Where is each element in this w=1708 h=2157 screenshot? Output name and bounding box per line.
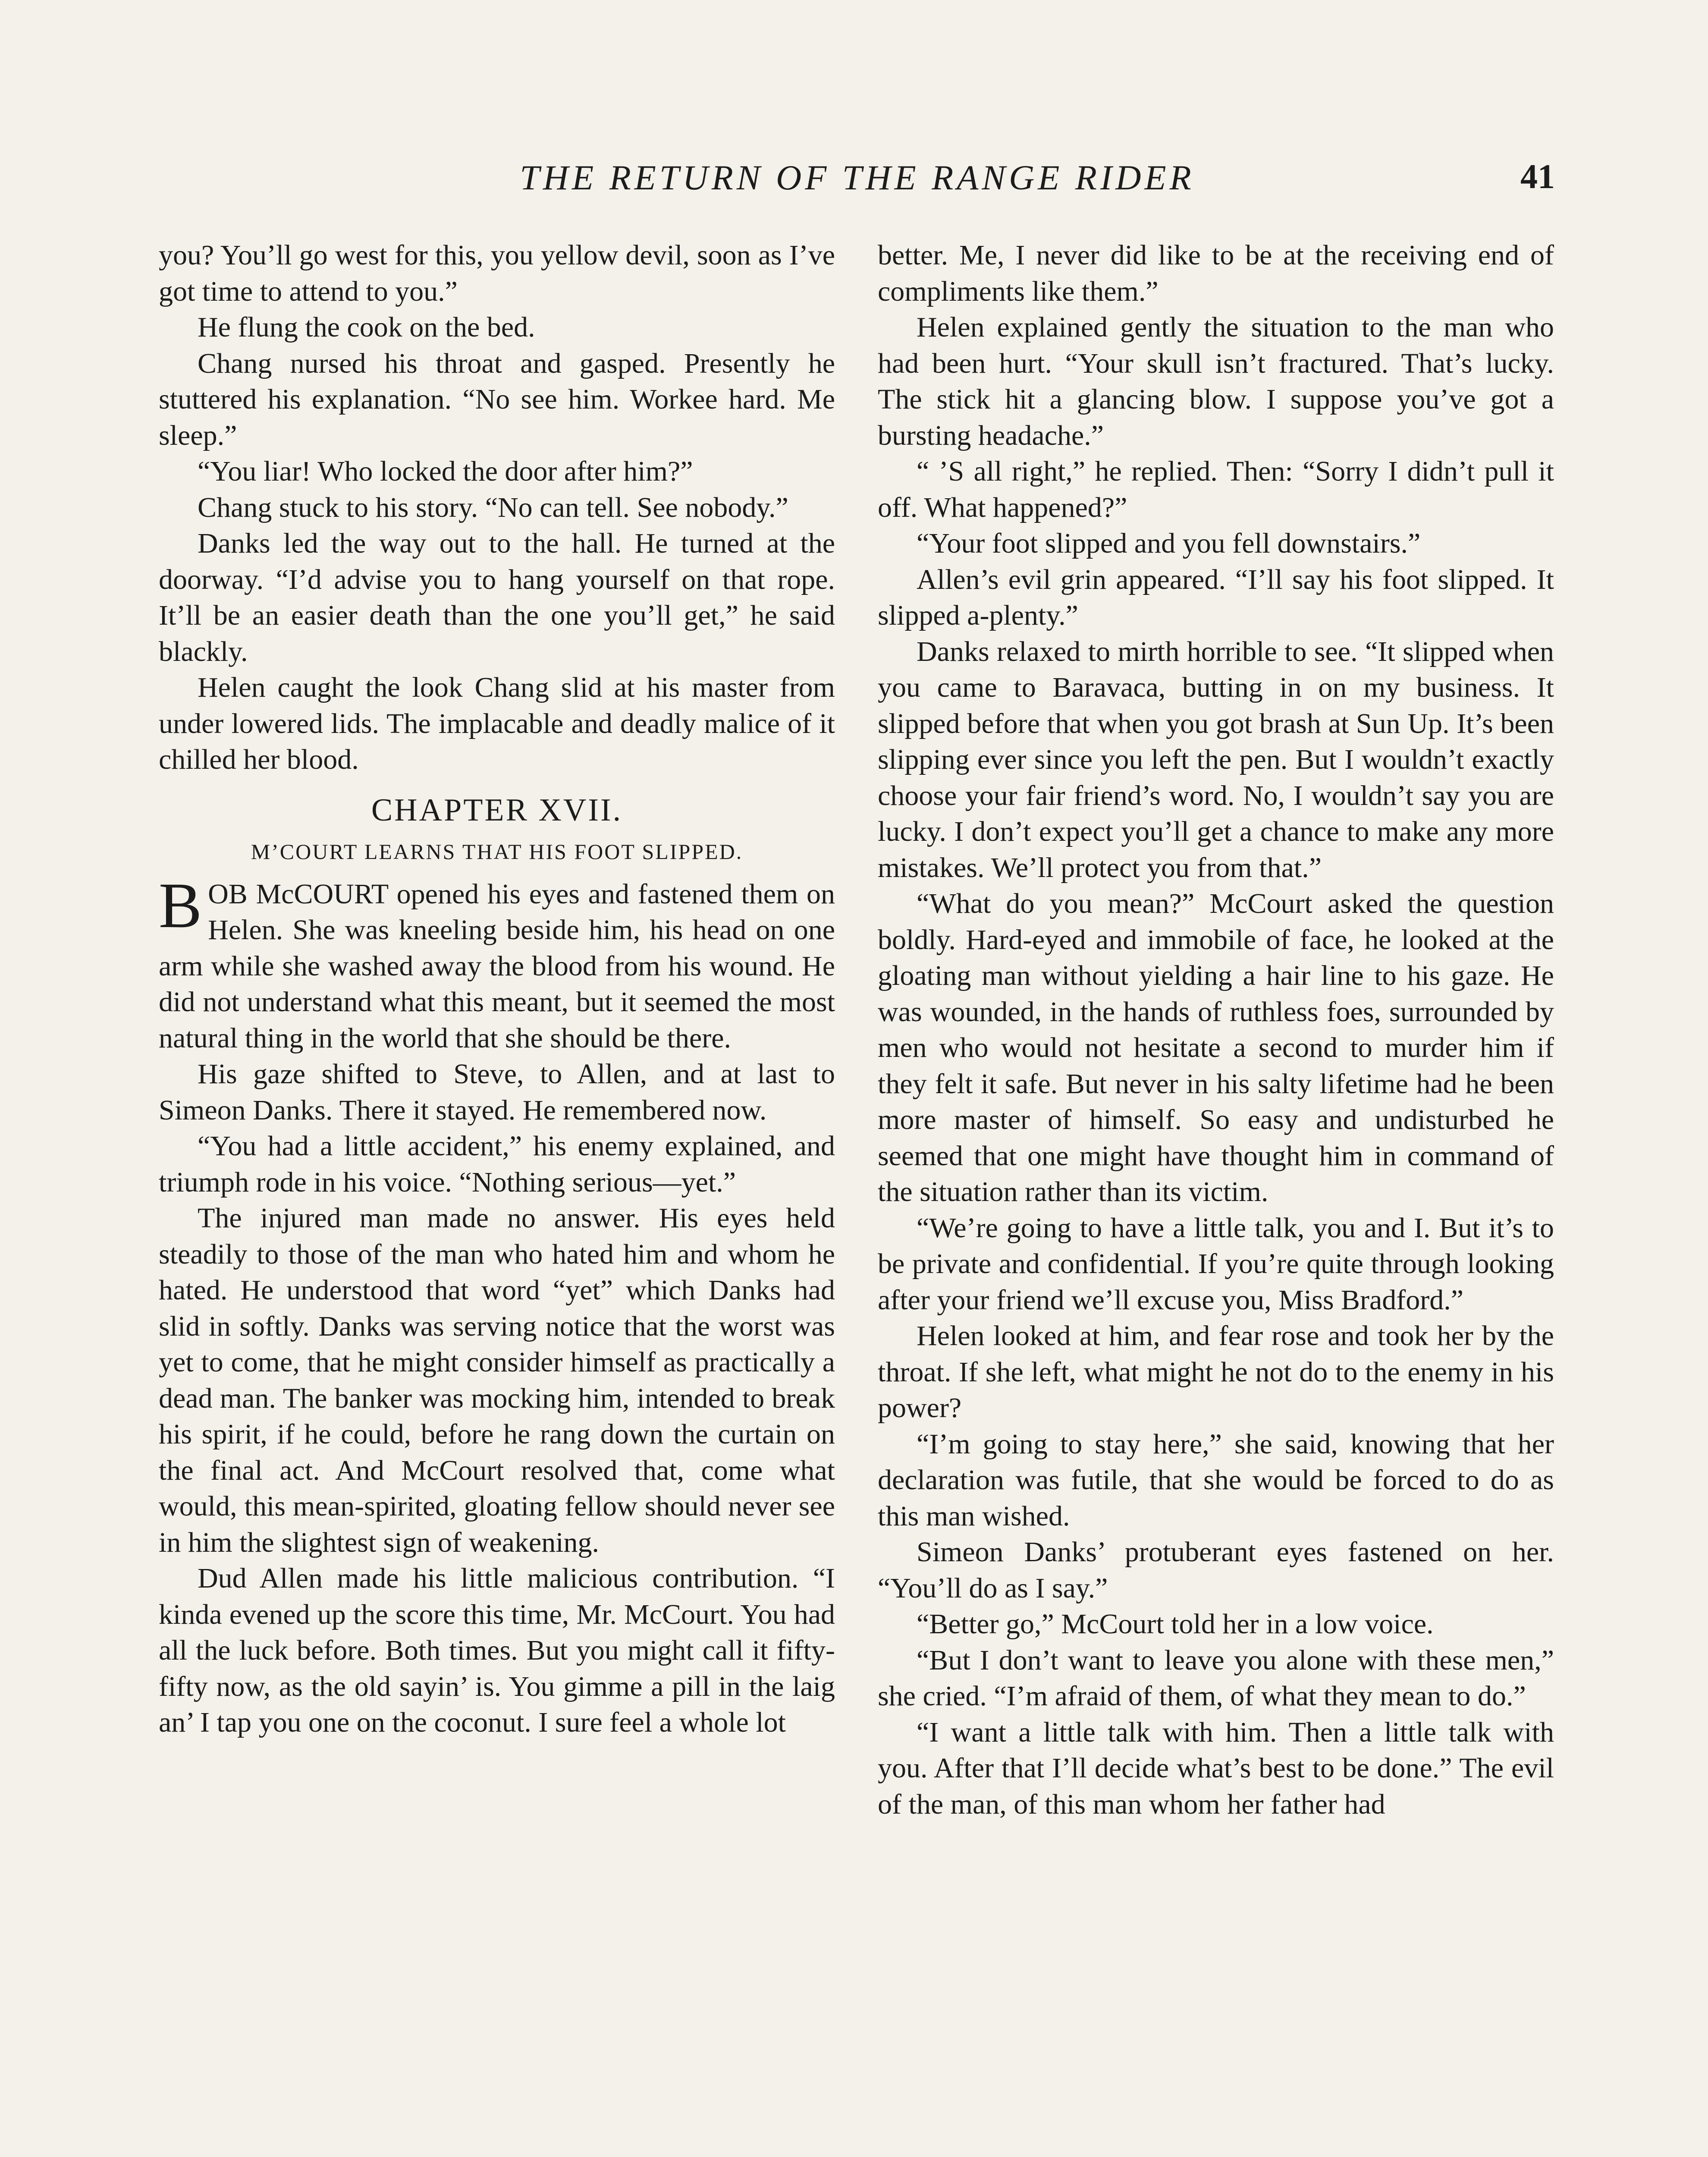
chapter-subtitle: M’COURT LEARNS THAT HIS FOOT SLIPPED. xyxy=(251,839,743,864)
paragraph: Danks relaxed to mirth horrible to see. “It slipped when you came to Baravaca, butting in on my business. It slipped before that when you got brash at Sun Up. It’s been slipping ever since you left the pen. But I wouldn’t exactly choose your fair friend’s word. No, I wouldn’t say you are lucky. I don’t expect you’ll get a chance to make any more mistakes. We’ll protect you from that.” xyxy=(878,635,1554,884)
paragraph: Allen’s evil grin appeared. “I’ll say his foot slipped. It slipped a-plenty.” xyxy=(878,563,1554,631)
running-title: THE RETURN OF THE RANGE RIDER xyxy=(520,158,1195,197)
paragraph: “What do you mean?” McCourt asked the question boldly. Hard-eyed and immobile of face, he looked at the gloating man without yielding a hair line to his gaze. He was wounded, in the hands of ruthless foes, surrounded by men who would not hesitate a second to murder him if they felt it safe. But never in his salty lifetime had he been more master of himself. So easy and undisturbed he seemed that one might have thought him in command of the situation rather than its victim. xyxy=(878,888,1554,1207)
chapter-title: CHAPTER XVII. xyxy=(371,792,623,828)
paragraph: “We’re going to have a little talk, you and I. But it’s to be private and confidential. If you’re quite through looking after your friend we’ll excuse you, Miss Bradford.” xyxy=(878,1212,1554,1316)
paragraph: “I want a little talk with him. Then a little talk with you. After that I’ll decide what’s best to be done.” The evil of the man, of this man whom her father had xyxy=(878,1716,1554,1820)
paragraph: He flung the cook on the bed. xyxy=(198,311,535,343)
page-number: 41 xyxy=(1520,158,1555,196)
paragraph: “ ’S all right,” he replied. Then: “Sorry I didn’t pull it off. What happened?” xyxy=(878,456,1554,523)
paragraph: Simeon Danks’ protuberant eyes fastened on her. “You’ll do as I say.” xyxy=(878,1536,1554,1604)
paragraph: Helen explained gently the situation to the man who had been hurt. “Your skull isn’t fractured. That’s lucky. The stick hit a glancing blow. I suppose you’ve got a bursting headache.” xyxy=(878,311,1554,451)
paragraph: you? You’ll go west for this, you yellow devil, soon as I’ve got time to attend to you.” xyxy=(159,239,835,307)
paragraph: Helen looked at him, and fear rose and took her by the throat. If she left, what might he not do to the enemy in his power? xyxy=(878,1320,1554,1424)
paragraph: Helen caught the look Chang slid at his master from under lowered lids. The implacable and deadly malice of it chilled her blood. xyxy=(159,672,835,775)
paragraph: Chang stuck to his story. “No can tell. See nobody.” xyxy=(198,491,788,523)
paragraph: Danks led the way out to the hall. He turned at the doorway. “I’d advise you to hang yourself on that rope. It’ll be an easier death than the one you’ll get,” he said blackly. xyxy=(159,528,835,667)
paragraph: His gaze shifted to Steve, to Allen, and at last to Simeon Danks. There it stayed. He remembered now. xyxy=(159,1058,835,1126)
left-column xyxy=(159,237,835,1741)
paragraph: “You liar! Who locked the door after him?” xyxy=(198,456,693,487)
paragraph: The injured man made no answer. His eyes held steadily to those of the man who hated him and whom he hated. He understood that word “yet” which Danks had slid in softly. Danks was serving notice that the worst was yet to come, that he might consider himself as practically a dead man. The banker was mocking him, intended to break his spirit, if he could, before he rang down the curtain on the final act. And McCourt resolved that, come what would, this mean-spirited, gloating fellow should never see in him the slightest sign of weakening. xyxy=(159,1202,835,1558)
paragraph: “I’m going to stay here,” she said, knowing that her declaration was futile, that she would be forced to do as this man wished. xyxy=(878,1428,1554,1532)
paragraph: “Better go,” McCourt told her in a low voice. xyxy=(917,1608,1434,1640)
right-column xyxy=(878,237,1554,1822)
page-header xyxy=(160,157,1555,209)
paragraph: “But I don’t want to leave you alone with these men,” she cried. “I’m afraid of them, of what they mean to do.” xyxy=(878,1644,1554,1712)
paragraph: Chang nursed his throat and gasped. Presently he stuttered his explanation. “No see him. Workee hard. Me sleep.” xyxy=(159,347,835,451)
paragraph: better. Me, I never did like to be at the receiving end of compliments like them.” xyxy=(878,239,1554,307)
paragraph: “You had a little accident,” his enemy explained, and triumph rode in his voice. “Nothing serious—yet.” xyxy=(159,1130,835,1198)
paragraph: “Your foot slipped and you fell downstairs.” xyxy=(917,528,1421,559)
paragraph: Dud Allen made his little malicious contribution. “I kinda evened up the score this time, Mr. McCourt. You had all the luck before. Both times. But you might call it fifty-fifty now, as the old sayin’ is. You gimme a pill in the laig an’ I tap you one on the coconut. I sure feel a whole lot xyxy=(159,1563,835,1738)
drop-cap: B xyxy=(159,869,202,941)
opening-paragraph-text: OB McCOURT opened his eyes and fastened them on Helen. She was kneeling beside him, his head on one arm while she washed away the blood from his wound. He did not understand what this meant, but it seemed the most natural thing in the world that she should be there. xyxy=(159,878,835,1054)
opening-paragraph xyxy=(159,869,835,1056)
